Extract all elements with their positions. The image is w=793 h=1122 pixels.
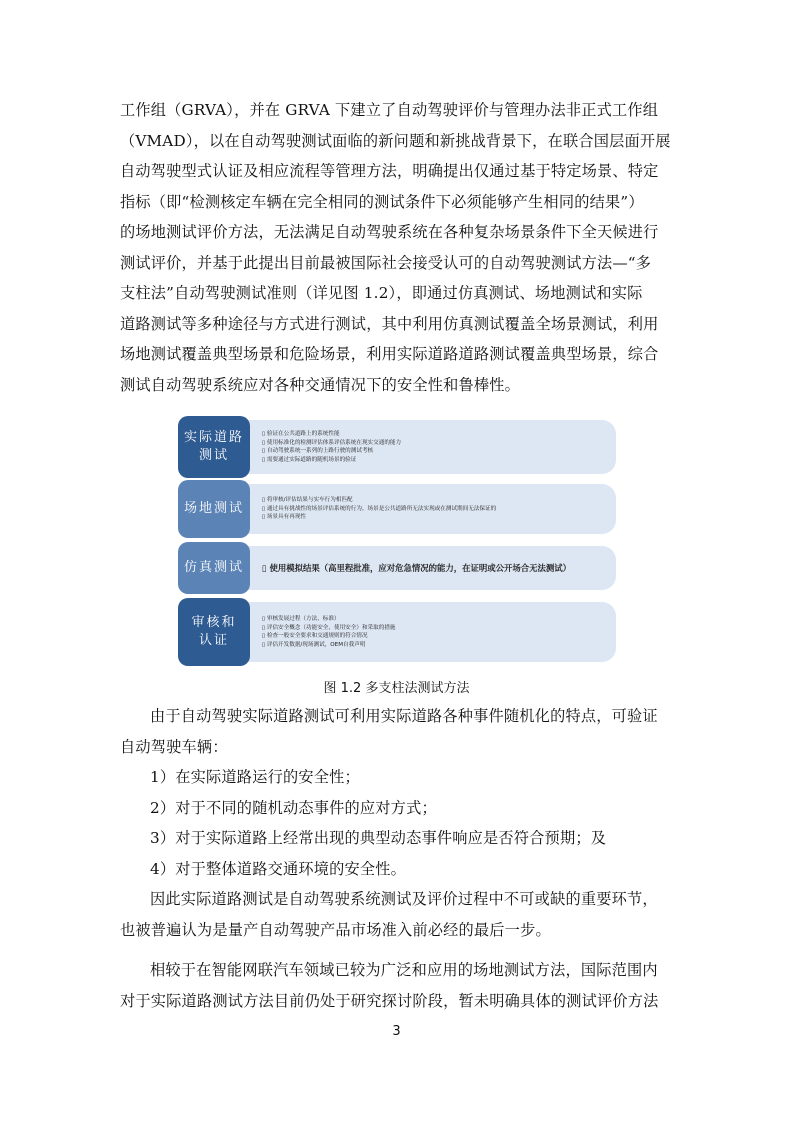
list-item: 4）对于整体道路交通环境的安全性。 bbox=[150, 859, 407, 878]
text-line: 相较于在智能网联汽车领域已较为广泛和应用的场地测试方法，国际范围内 bbox=[150, 961, 658, 979]
paragraph-3 bbox=[120, 884, 673, 945]
text-line: 测试自动驾驶系统应对各种交通情况下的安全性和鲁棒性。 bbox=[120, 375, 521, 394]
text-line: 因此实际道路测试是自动驾驶系统测试及评价过程中不可或缺的重要环节， bbox=[150, 890, 658, 908]
pillar-item: ▯ 使用标准化的检测评估体系评估系统在现实交通的能力 bbox=[262, 438, 604, 447]
text-line: 测试评价，并基于此提出目前最被国际社会接受认可的自动驾驶测试方法—“多 bbox=[120, 253, 652, 272]
pillar-item: ▯ 审核发展过程（方法，标准） bbox=[262, 615, 604, 624]
pillar-label: 场地测试 bbox=[178, 480, 250, 538]
text-line: 场地测试覆盖典型场景和危险场景，利用实际道路道路测试覆盖典型场景，综合 bbox=[120, 345, 659, 363]
pillar-items bbox=[262, 496, 604, 522]
paragraph-2 bbox=[120, 701, 673, 762]
list-item: 1）在实际道路运行的安全性； bbox=[150, 768, 360, 786]
figure-caption: 图 1.2 多支柱法测试方法 bbox=[323, 681, 470, 696]
pillar-item: ▯ 评估开发数据/现场测试，OEM自我声明 bbox=[262, 641, 604, 650]
text-line: 由于自动驾驶实际道路测试可利用实际道路各种事件随机化的特点，可验证 bbox=[150, 707, 658, 725]
pillar-items bbox=[262, 430, 604, 464]
pillar-item: ▯ 评估安全概念（功能安全，使用安全）和采取的措施 bbox=[262, 623, 604, 632]
paragraph-4 bbox=[120, 955, 673, 1016]
pillar-label: 审核和认证 bbox=[178, 598, 250, 666]
pillar-item: ▯ 使用模拟结果（高里程批准，应对危急情况的能力，在证明或公开场合无法测试） bbox=[262, 562, 576, 574]
pillar-real-road bbox=[178, 416, 616, 478]
list-item: 3）对于实际道路上经常出现的典型动态事件响应是否符合预期；及 bbox=[150, 829, 607, 847]
pillar-items bbox=[262, 562, 576, 574]
text-line: 对于实际道路测试方法目前仍处于研究探讨阶段，暂未明确具体的测试评价方法 bbox=[120, 991, 659, 1010]
pillar-audit bbox=[178, 598, 616, 666]
pillar-items bbox=[262, 615, 604, 649]
page-number: 3 bbox=[392, 1024, 401, 1039]
paragraph-1 bbox=[120, 95, 673, 400]
numbered-list bbox=[120, 762, 673, 884]
pillar-item: ▯ 需要通过实际道路的随机场景的验证 bbox=[262, 456, 604, 465]
text-line: 自动驾驶型式认证及相应流程等管理方法，明确提出仅通过基于特定场景、特定 bbox=[120, 162, 659, 180]
text-line: 工作组（GRVA），并在 GRVA 下建立了自动驾驶评价与管理办法非正式工作组 bbox=[120, 101, 659, 119]
pillar-item: ▯ 自动驾驶系统一系列的上路行驶的测试考核 bbox=[262, 447, 604, 456]
multi-pillar-figure bbox=[178, 416, 616, 666]
pillar-item: ▯ 通过具有挑战性的场景评估系统的行为，场景是公共道路所无法实现或在测试期间无法保证的 bbox=[262, 505, 604, 514]
text-line: （VMAD），以在自动驾驶测试面临的新问题和新挑战背景下，在联合国层面开展 bbox=[120, 131, 671, 150]
pillar-label: 实际道路测试 bbox=[178, 416, 250, 478]
text-line: 也被普遍认为是量产自动驾驶产品市场准入前必经的最后一步。 bbox=[120, 920, 551, 939]
text-line: 的场地测试评价方法，无法满足自动驾驶系统在各种复杂场景条件下全天候进行 bbox=[120, 223, 659, 241]
pillar-item: ▯ 场景具有再现性 bbox=[262, 513, 604, 522]
pillar-item: ▯ 验证在公共道路上的系统性能 bbox=[262, 430, 604, 439]
text-line: 指标（即“检测核定车辆在完全相同的测试条件下必须能够产生相同的结果”） bbox=[120, 192, 644, 211]
text-line: 自动驾驶车辆： bbox=[120, 737, 228, 756]
pillar-item: ▯ 将审核/评估结果与实车行为相匹配 bbox=[262, 496, 604, 505]
pillar-proving-ground bbox=[178, 480, 616, 538]
pillar-simulation bbox=[178, 542, 616, 594]
pillar-label: 仿真测试 bbox=[178, 542, 250, 594]
list-item: 2）对于不同的随机动态事件的应对方式； bbox=[150, 798, 437, 817]
text-line: 道路测试等多种途径与方式进行测试，其中利用仿真测试覆盖全场景测试，利用 bbox=[120, 314, 659, 333]
text-line: 支柱法”自动驾驶测试准则（详见图 1.2），即通过仿真测试、场地测试和实际 bbox=[120, 284, 643, 302]
pillar-item: ▯ 检查一般安全要求和交通规则的符合情况 bbox=[262, 632, 604, 641]
